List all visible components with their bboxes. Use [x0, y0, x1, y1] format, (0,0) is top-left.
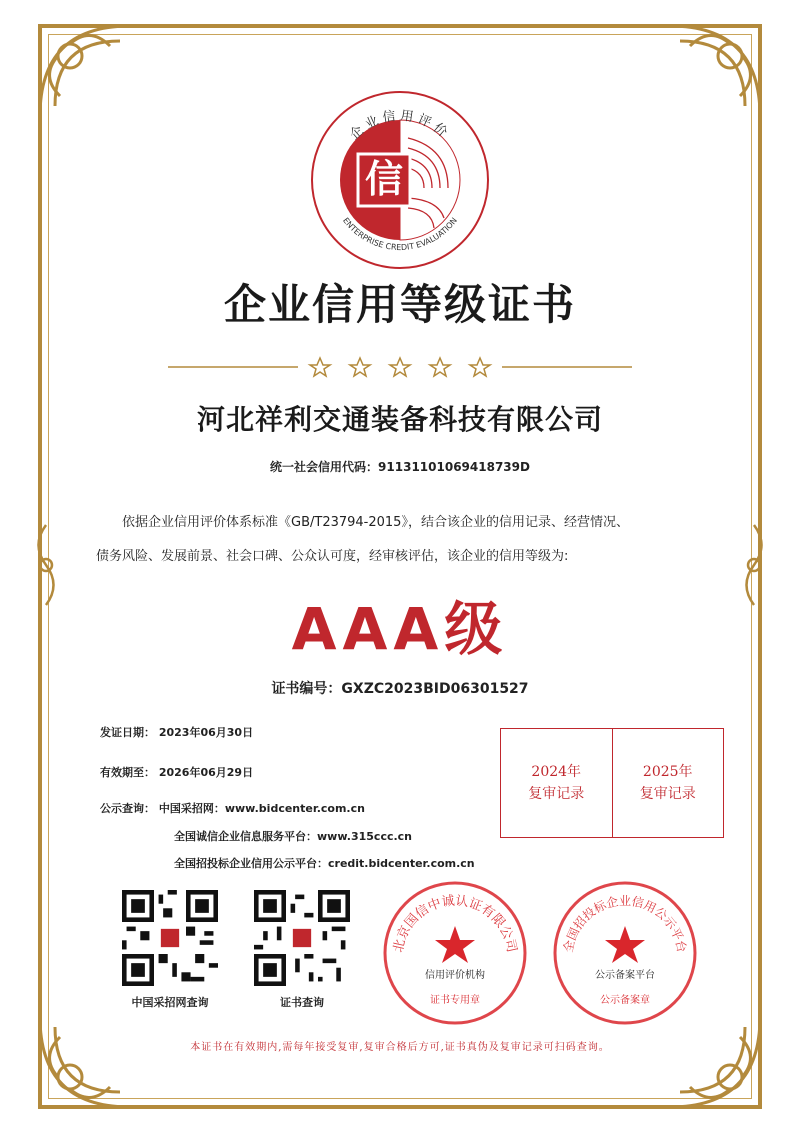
public-query-row: [100, 800, 365, 816]
corner-ornament-top-right: [660, 16, 770, 126]
review-label: 复审记录: [639, 786, 696, 802]
evaluation-text-line-1: 依据企业信用评价体系标准《GB/T23794-2015》，结合该企业的信用记录、经营情况、: [122, 515, 629, 530]
seal-inner-text: 信用评价机构: [425, 970, 485, 981]
review-year: 2025年: [642, 764, 693, 780]
seal-inner-text: 公示备案平台: [595, 970, 655, 981]
public-query-label: 公示查询：: [100, 802, 155, 815]
review-records-table: [500, 728, 724, 838]
qr-label-bidcenter: 中国采招网查询: [131, 996, 209, 1009]
certificate-number: 证书编号：GXZC2023BID06301527: [271, 681, 529, 697]
issue-date-value: 2023年06月30日: [158, 726, 254, 739]
credit-code: 统一社会信用代码：91131101069418739D: [270, 460, 530, 474]
logo-center-char: 信: [364, 156, 404, 201]
public-query-item: 中国采招网：www.bidcenter.com.cn: [158, 802, 365, 815]
credit-grade: AAA级: [291, 595, 509, 663]
star-icon: [310, 358, 330, 376]
enterprise-credit-logo: [308, 88, 492, 272]
star-icon: [350, 358, 370, 376]
public-query-item: 全国诚信企业信息服务平台：www.315ccc.cn: [174, 830, 413, 843]
logo-ring-text-en: ENTERPRISE CREDIT EVALUATION: [341, 215, 459, 253]
seal-bottom-text: 公示备案章: [600, 995, 650, 1006]
valid-until-row: [100, 764, 253, 780]
star-icon: [470, 358, 490, 376]
public-query-item: 全国招投标企业信用公示平台：credit.bidcenter.com.cn: [174, 857, 475, 870]
footer-note: 本证书在有效期内,需每年接受复审,复审合格后方可,证书真伪及复审记录可扫码查询。: [190, 1042, 610, 1053]
corner-ornament-bottom-left: [30, 1007, 140, 1117]
evaluation-text: [96, 506, 708, 574]
review-record-cell: [501, 729, 612, 837]
valid-until-value: 2026年06月29日: [158, 766, 254, 779]
review-year: 2024年: [531, 764, 582, 780]
company-name: 河北祥利交通装备科技有限公司: [196, 403, 603, 436]
valid-until-label: 有效期至：: [100, 766, 155, 779]
seal-certification-company: [380, 878, 530, 1028]
star-icon: [430, 358, 450, 376]
seal-ring-text: 全国招投标企业信用公示平台: [561, 894, 689, 954]
qr-label-certificate: 证书查询: [280, 996, 324, 1009]
qr-code-icon[interactable]: [254, 890, 350, 986]
seal-bottom-text: 证书专用章: [430, 995, 480, 1006]
seal-ring-text: 北京国信中诚认证有限公司: [391, 893, 519, 954]
stars-divider: [168, 352, 632, 382]
logo-ring-text-cn: 企业信用评价: [347, 108, 453, 144]
review-label: 复审记录: [528, 786, 585, 802]
issue-date-row: [100, 724, 253, 740]
corner-ornament-top-left: [30, 16, 140, 126]
issue-date-label: 发证日期：: [100, 726, 155, 739]
review-record-cell: [612, 729, 724, 837]
seal-public-platform: [550, 878, 700, 1028]
evaluation-text-line-2: 债务风险、发展前景、社会口碑、公众认可度，经审核评估，该企业的信用等级为:: [96, 549, 569, 564]
certificate-title: 企业信用等级证书: [223, 280, 576, 329]
star-icon: [390, 358, 410, 376]
qr-code-icon[interactable]: [122, 890, 218, 986]
